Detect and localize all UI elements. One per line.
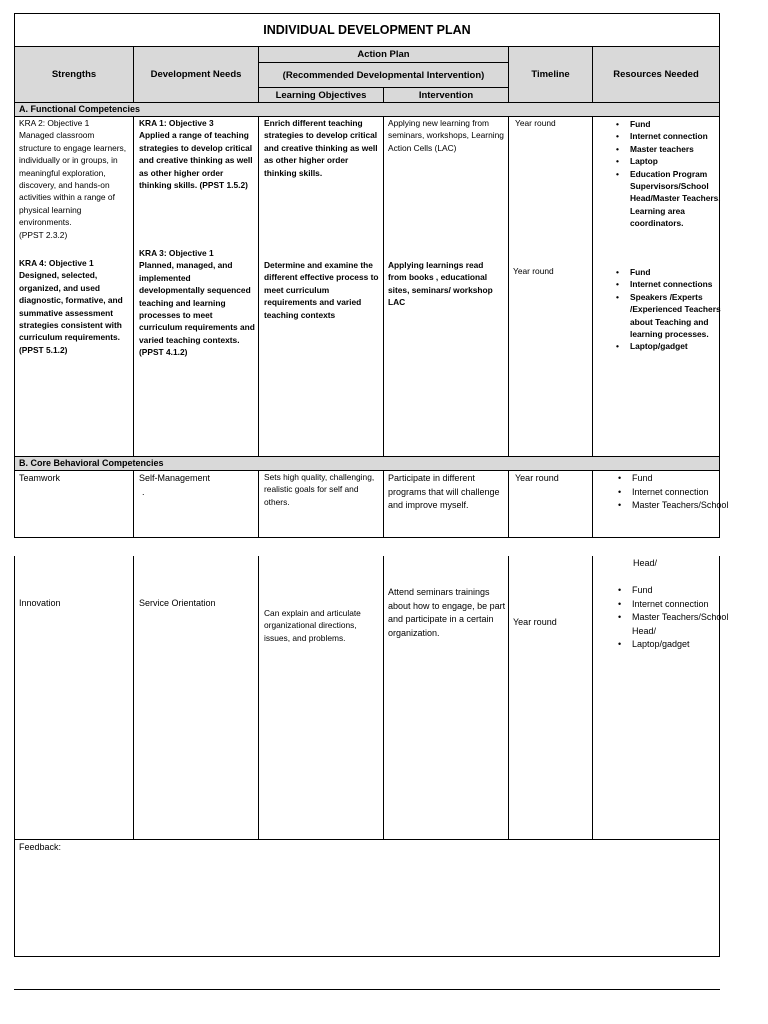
section-b-row2-needs: Service Orientation bbox=[139, 598, 216, 608]
resource-item: • Laptop/gadget bbox=[632, 638, 734, 652]
resource-item: • Fund bbox=[632, 472, 734, 486]
resource-item: • Education Program Supervisors/School Head/Master Teachers, Learning area coordinators. bbox=[630, 168, 734, 230]
section-a-label: A. Functional Competencies bbox=[19, 104, 141, 114]
section-b-row2-strengths: Innovation bbox=[19, 598, 61, 608]
resource-item: • Fund bbox=[630, 266, 734, 278]
resource-carry-over: Head/ bbox=[633, 558, 658, 568]
header-intervention: Intervention bbox=[418, 89, 474, 101]
header-action-plan: Action Plan bbox=[357, 49, 410, 60]
section-b-row1-intervention: Participate in different programs that will challenge and improve myself. bbox=[388, 473, 500, 510]
section-a-row2-strengths: KRA 4: Objective 1 Designed, selected, organized, and used diagnostic, formative, and summative assessment strategies consistent with curriculum requirements. (PPST 5.1.2) bbox=[19, 258, 123, 355]
section-b-row1-strengths: Teamwork bbox=[19, 473, 61, 483]
header-learning-objectives: Learning Objectives bbox=[275, 89, 367, 101]
resource-item: • Master Teachers/School Head/ bbox=[632, 611, 734, 638]
section-a-row2-timeline: Year round bbox=[513, 266, 554, 276]
section-a-row1-resources bbox=[612, 118, 734, 230]
footer-divider bbox=[14, 989, 720, 990]
resource-item: • Speakers /Experts /Experienced Teachers about Teaching and learning processes. bbox=[630, 291, 734, 341]
document-title: INDIVIDUAL DEVELOPMENT PLAN bbox=[263, 23, 471, 37]
section-a-row1-timeline: Year round bbox=[515, 118, 556, 128]
resource-item: • Internet connection bbox=[632, 486, 734, 500]
resource-item: • Fund bbox=[630, 118, 734, 130]
resource-item: • Fund bbox=[632, 584, 734, 598]
header-recommended: (Recommended Developmental Intervention) bbox=[282, 69, 485, 81]
section-a-row2-needs: KRA 3: Objective 1 Planned, managed, and implemented developmentally sequenced teaching and learning processes to meet curriculum requirements and varied teaching contexts. (PPST 4.1.2) bbox=[139, 248, 255, 358]
section-b-row2-resources bbox=[614, 584, 734, 652]
resource-item: • Laptop/gadget bbox=[630, 340, 734, 352]
section-a-row1-intervention: Applying new learning from seminars, workshops, Learning Action Cells (LAC) bbox=[388, 118, 504, 153]
section-b-row2-timeline: Year round bbox=[513, 617, 557, 627]
section-b-label: B. Core Behavioral Competencies bbox=[19, 458, 164, 468]
resource-item: • Laptop bbox=[630, 155, 734, 167]
section-b-row1-objectives: Sets high quality, challenging, realistic goals for self and others. bbox=[264, 472, 375, 507]
resource-item: • Master teachers bbox=[630, 143, 734, 155]
section-a-row2-objectives: Determine and examine the different effective process to meet curriculum requirements and varied teaching contexts bbox=[264, 260, 379, 320]
section-a-row1-needs: KRA 1: Objective 3 Applied a range of teaching strategies to develop critical and creative thinking as well as other higher order thinking skills. (PPST 1.5.2) bbox=[139, 118, 253, 191]
resource-item: • Internet connection bbox=[632, 598, 734, 612]
feedback-label: Feedback: bbox=[19, 842, 62, 852]
header-development-needs: Development Needs bbox=[150, 69, 242, 80]
section-b-row2-intervention: Attend seminars trainings about how to engage, be part and participate in a certain organization. bbox=[388, 587, 506, 638]
resource-item: • Internet connections bbox=[630, 278, 734, 290]
section-b-row1-needs-extra: . bbox=[142, 487, 145, 497]
section-b-row2-objectives: Can explain and articulate organizational directions, issues, and problems. bbox=[264, 608, 361, 643]
header-timeline: Timeline bbox=[531, 69, 570, 80]
resource-item: • Internet connection bbox=[630, 130, 734, 142]
header-strengths: Strengths bbox=[51, 69, 97, 80]
resource-item: • Master Teachers/School bbox=[632, 499, 734, 513]
section-a-row1-objectives: Enrich different teaching strategies to develop critical and creative thinking as well as other higher order thinking skills. bbox=[264, 118, 378, 178]
section-b-row1-timeline: Year round bbox=[515, 473, 559, 483]
section-a-row2-intervention: Applying learnings read from books , educational sites, seminars/ workshop LAC bbox=[388, 260, 493, 308]
section-a-row1-strengths: KRA 2: Objective 1 Managed classroom structure to engage learners, individually or in groups, in meaningful exploration, discovery, and hands-on activities within a range of physical learning environments. (PPST 2.3.2) bbox=[19, 118, 127, 240]
section-b-row1-resources bbox=[614, 472, 734, 537]
section-a-row2-resources bbox=[612, 266, 734, 353]
section-b-row1-needs: Self-Management bbox=[139, 473, 211, 483]
header-resources-needed: Resources Needed bbox=[613, 69, 699, 80]
